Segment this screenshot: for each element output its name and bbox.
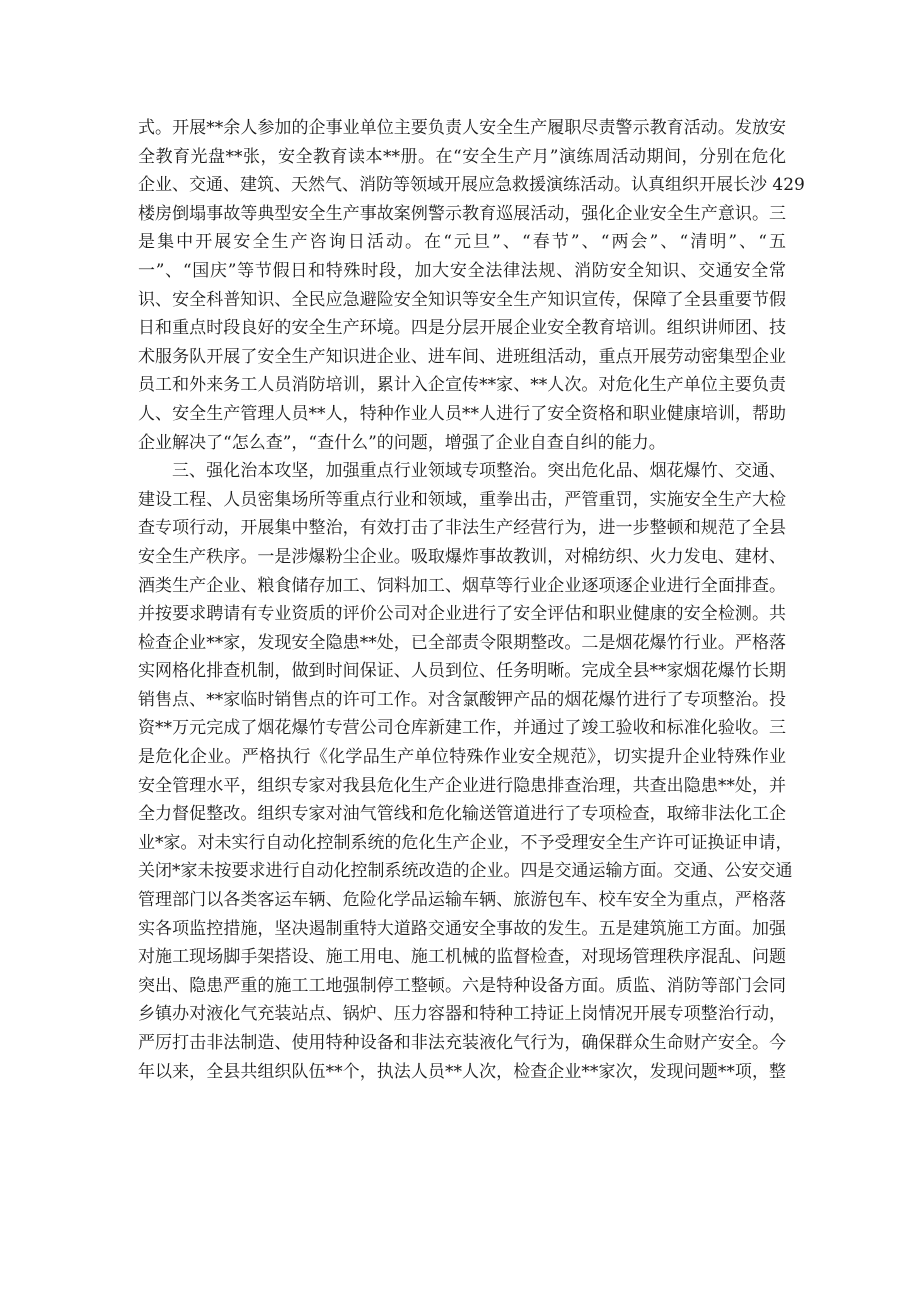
text-line: 建设工程、人员密集场所等重点行业和领域，重拳出击，严管重罚，实施安全生产大检 bbox=[138, 489, 786, 510]
text-line: 突出、隐患严重的施工工地强制停工整顿。六是特种设备方面。质监、消防等部门会同 bbox=[138, 975, 786, 996]
text-line: 日和重点时段良好的安全生产环境。四是分层开展企业安全教育培训。组织讲师团、技 bbox=[138, 318, 786, 339]
text-line: 资**万元完成了烟花爆竹专营公司仓库新建工作，并通过了竣工验收和标准化验收。三 bbox=[138, 718, 786, 739]
text-line: 识、安全科普知识、全民应急避险安全知识等安全生产知识宣传，保障了全县重要节假 bbox=[138, 289, 786, 310]
text-line: 是危化企业。严格执行《化学品生产单位特殊作业安全规范》，切实提升企业特殊作业 bbox=[138, 747, 786, 768]
text-line: 严厉打击非法制造、使用特种设备和非法充装液化气行为，确保群众生命财产安全。今 bbox=[138, 1033, 786, 1053]
paragraph-1 bbox=[138, 114, 805, 457]
text-line: 关闭*家未按要求进行自动化控制系统改造的企业。四是交通运输方面。交通、公安交通 bbox=[138, 861, 793, 882]
text-line: 管理部门以各类客运车辆、危险化学品运输车辆、旅游包车、校车安全为重点，严格落 bbox=[138, 890, 786, 911]
text-line: 企业、交通、建筑、天然气、消防等领域开展应急救援演练活动。认真组织开展长沙 429 bbox=[138, 175, 805, 196]
text-line: 一”、“国庆”等节假日和特殊时段，加大安全法律法规、消防安全知识、交通安全常 bbox=[138, 260, 786, 281]
text-line: 并按要求聘请有专业资质的评价公司对企业进行了安全评估和职业健康的安全检测。共 bbox=[138, 604, 786, 625]
text-line: 对施工现场脚手架搭设、施工用电、施工机械的监督检查，对现场管理秩序混乱、问题 bbox=[138, 947, 786, 968]
text-line: 楼房倒塌事故等典型安全生产事故案例警示教育巡展活动，强化企业安全生产意识。三 bbox=[138, 203, 786, 224]
text-line: 实各项监控措施，坚决遏制重特大道路交通安全事故的发生。五是建筑施工方面。加强 bbox=[138, 918, 786, 939]
text-line: 式。开展**余人参加的企事业单位主要负责人安全生产履职尽责警示教育活动。发放安 bbox=[138, 118, 786, 138]
text-line: 安全管理水平，组织专家对我县危化生产企业进行隐患排查治理，共查出隐患**处，并 bbox=[138, 775, 786, 796]
paragraph-2 bbox=[138, 457, 793, 1086]
text-line: 实网格化排查机制，做到时间保证、人员到位、任务明晰。完成全县**家烟花爆竹长期 bbox=[138, 661, 786, 682]
text-line: 术服务队开展了安全生产知识进企业、进车间、进班组活动，重点开展劳动密集型企业 bbox=[138, 346, 786, 367]
text-line: 员工和外来务工人员消防培训，累计入企宣传**家、**人次。对危化生产单位主要负责 bbox=[138, 375, 786, 396]
text-line: 查专项行动，开展集中整治，有效打击了非法生产经营行为，进一步整顿和规范了全县 bbox=[138, 518, 786, 539]
text-line: 销售点、**家临时销售点的许可工作。对含氯酸钾产品的烟花爆竹进行了专项整治。投 bbox=[138, 689, 786, 710]
text-line: 酒类生产企业、粮食储存加工、饲料加工、烟草等行业企业逐项逐企业进行全面排查。 bbox=[138, 575, 786, 596]
text-line: 全力督促整改。组织专家对油气管线和危化输送管道进行了专项检查，取缔非法化工企 bbox=[138, 804, 786, 825]
text-line: 企业解决了“怎么查”，“查什么”的问题，增强了企业自查自纠的能力。 bbox=[138, 432, 666, 453]
text-line: 检查企业**家，发现安全隐患**处，已全部责令限期整改。二是烟花爆竹行业。严格落 bbox=[138, 632, 786, 653]
text-line: 乡镇办对液化气充装站点、锅炉、压力容器和特种工持证上岗情况开展专项整治行动， bbox=[138, 1004, 786, 1025]
text-line: 全教育光盘**张，安全教育读本**册。在“安全生产月”演练周活动期间，分别在危化 bbox=[138, 146, 786, 167]
text-line: 年以来，全县共组织队伍**个，执法人员**人次，检查企业**家次，发现问题**项，整 bbox=[138, 1061, 786, 1082]
text-line: 是集中开展安全生产咨询日活动。在“元旦”、“春节”、“两会”、“清明”、“五 bbox=[138, 232, 786, 253]
text-line: 人、安全生产管理人员**人，特种作业人员**人进行了安全资格和职业健康培训，帮助 bbox=[138, 403, 786, 424]
text-line: 业*家。对未实行自动化控制系统的危化生产企业，不予受理安全生产许可证换证申请， bbox=[138, 832, 793, 853]
text-line: 安全生产秩序。一是涉爆粉尘企业。吸取爆炸事故教训，对棉纺织、火力发电、建材、 bbox=[138, 546, 786, 567]
document-page bbox=[138, 114, 805, 1086]
text-line: 三、强化治本攻坚，加强重点行业领域专项整治。突出危化品、烟花爆竹、交通、 bbox=[172, 461, 786, 482]
